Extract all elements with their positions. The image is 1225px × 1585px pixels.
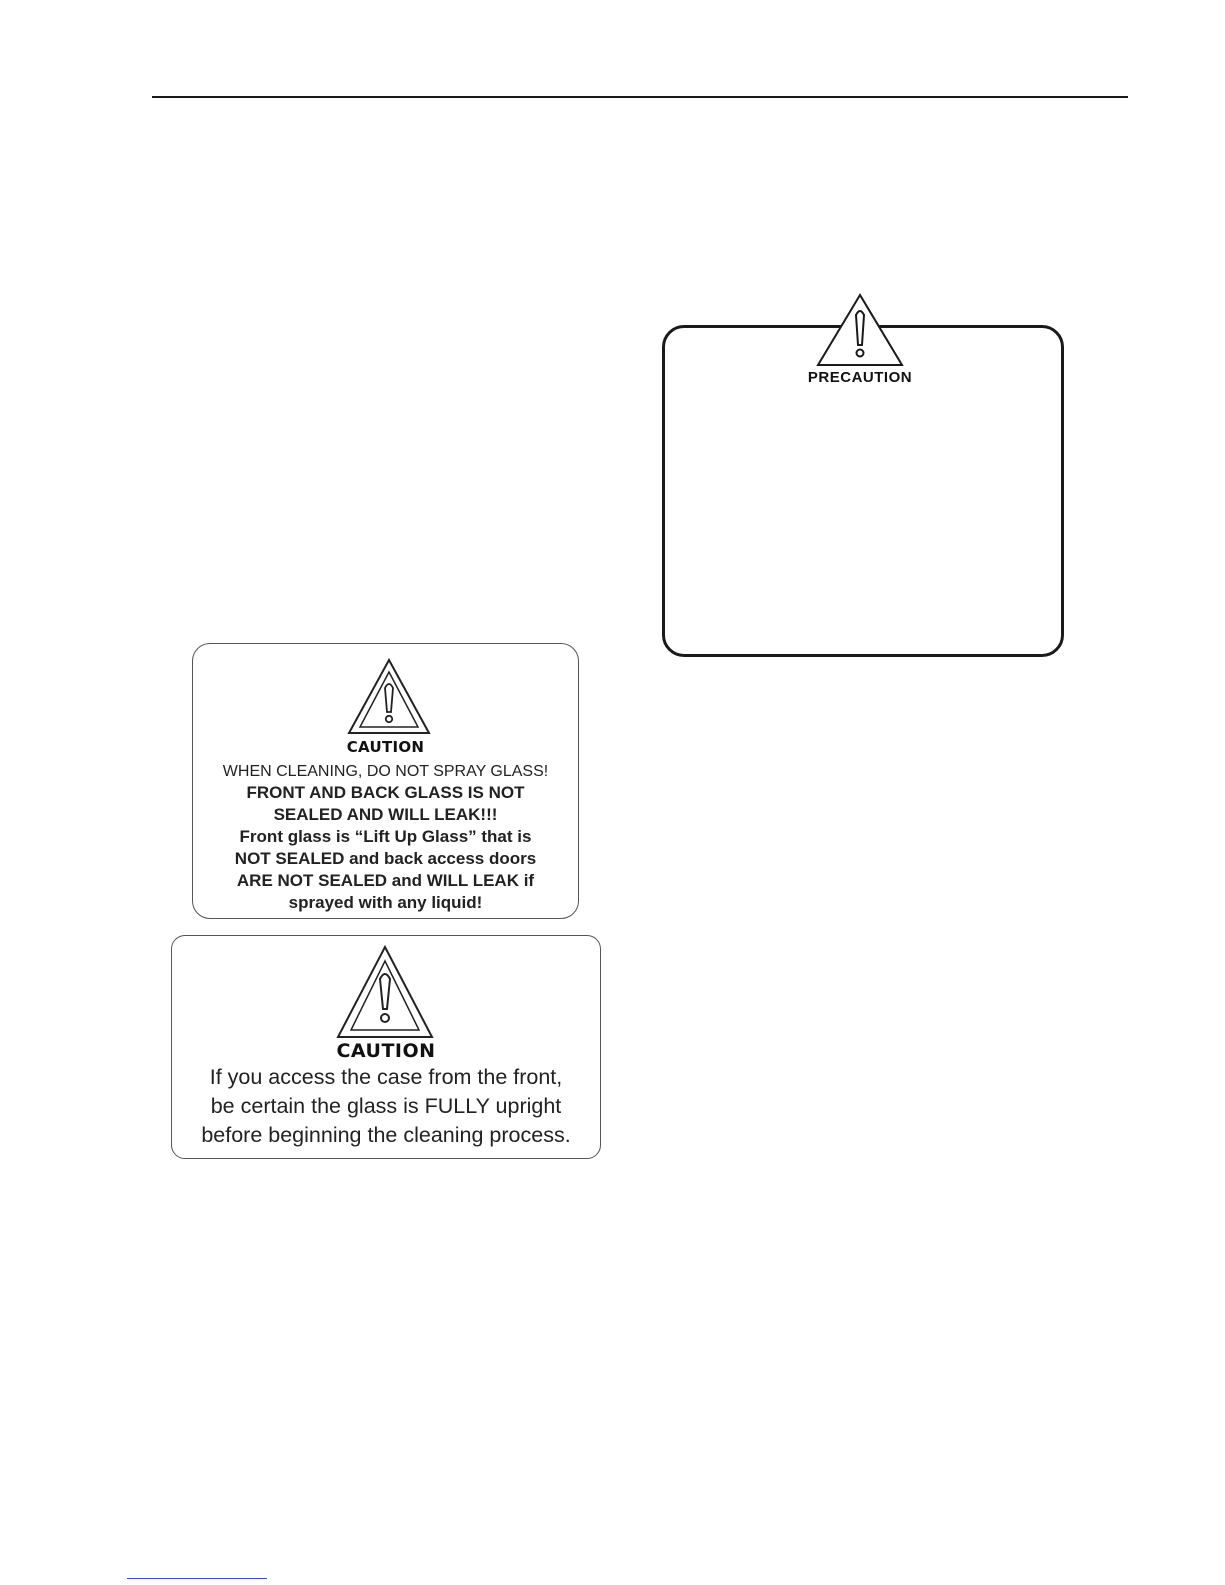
caution-line: WHEN CLEANING, DO NOT SPRAY GLASS! bbox=[222, 763, 549, 780]
caution-line: If you access the case from the front, bbox=[209, 1065, 563, 1089]
caution-label-cleaning bbox=[192, 643, 579, 919]
precaution-label: PRECAUTION bbox=[807, 369, 913, 386]
warning-triangle-icon bbox=[812, 293, 908, 369]
caution-title: CAUTION bbox=[346, 738, 425, 756]
caution-label-access bbox=[171, 935, 601, 1159]
warning-triangle-icon bbox=[335, 945, 435, 1040]
header-rule bbox=[152, 96, 1128, 98]
caution-body bbox=[172, 1063, 600, 1150]
caution-line: NOT SEALED and back access doors bbox=[234, 849, 537, 868]
caution-line: ARE NOT SEALED and WILL LEAK if bbox=[236, 871, 535, 890]
caution-title: CAUTION bbox=[336, 1040, 436, 1062]
caution-line: sprayed with any liquid! bbox=[288, 893, 483, 912]
caution-line: SEALED AND WILL LEAK!!! bbox=[273, 805, 498, 824]
footer-link-underline bbox=[127, 1578, 267, 1579]
caution-line: be certain the glass is FULLY upright bbox=[210, 1094, 562, 1118]
warning-triangle-icon bbox=[346, 658, 432, 736]
caution-line: before beginning the cleaning process. bbox=[201, 1123, 571, 1147]
caution-line: FRONT AND BACK GLASS IS NOT bbox=[246, 783, 525, 802]
caution-line: Front glass is “Lift Up Glass” that is bbox=[239, 827, 532, 846]
caution-body bbox=[193, 761, 578, 914]
